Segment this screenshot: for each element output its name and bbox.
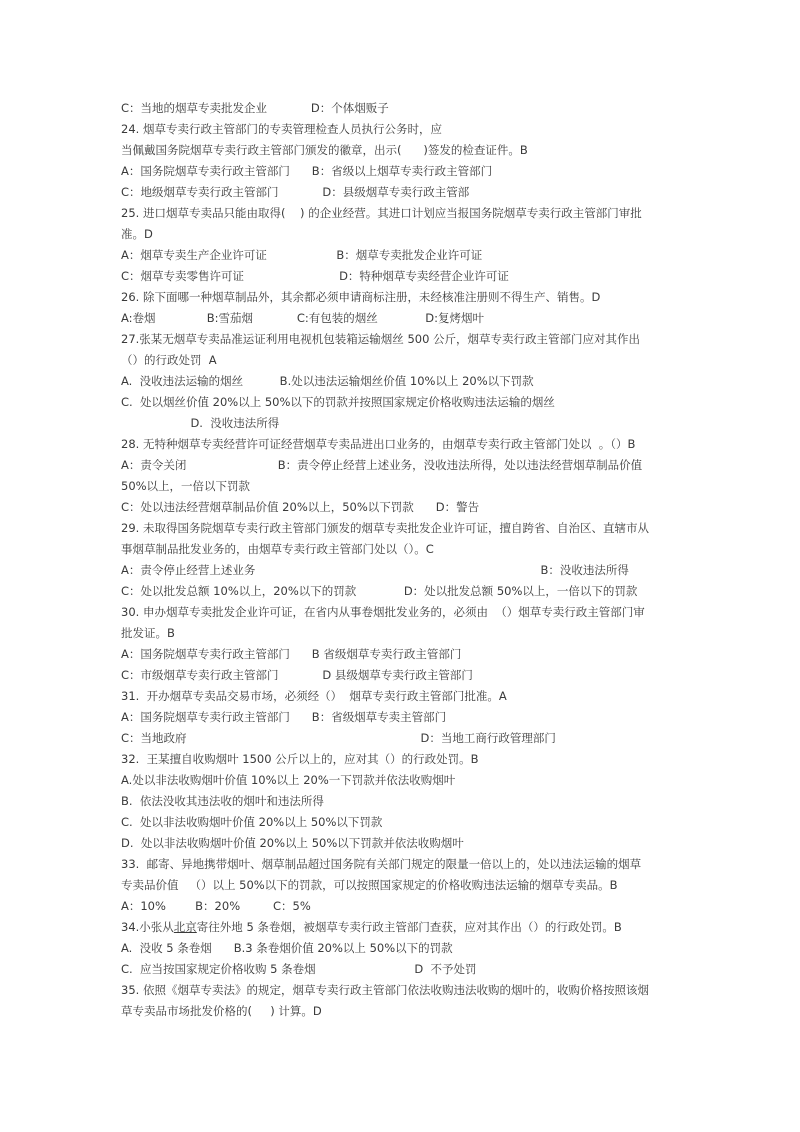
option-line: 50%以上，一倍以下罚款: [121, 479, 251, 493]
option-line: A. 没收 5 条卷烟 B.3 条卷烟价值 20%以上 50%以下的罚款: [121, 941, 453, 955]
option-line: D. 处以非法收购烟叶价值 20%以上 50%以下罚款并依法收购烟叶: [121, 836, 464, 850]
option-line: A：10% B：20% C：5%: [121, 899, 311, 913]
place-name-underlined: 北京: [173, 920, 197, 934]
question-line: 29. 未取得国务院烟草专卖行政主管部门颁发的烟草专卖批发企业许可证，擅自跨省、自治区、直辖市从: [121, 521, 649, 535]
question-line: 24. 烟草专卖行政主管部门的专卖管理检查人员执行公务时，应: [121, 122, 442, 136]
option-line: C：地级烟草专卖行政主管部门 D：县级烟草专卖行政主管部: [121, 185, 470, 199]
option-line: C. 应当按国家规定价格收购 5 条卷烟 D 不予处罚: [121, 962, 477, 976]
option-line: A. 没收违法运输的烟丝 B.处以违法运输烟丝价值 10%以上 20%以下罚款: [121, 374, 534, 388]
question-line: [121, 920, 691, 934]
option-line: A：国务院烟草专卖行政主管部门 B：省级烟草专卖主管部门: [121, 710, 447, 724]
option-line: C：市级烟草专卖行政主管部门 D 县级烟草专卖行政主管部门: [121, 668, 473, 682]
question-text-part: 34.小张从: [121, 920, 174, 934]
option-line: C：烟草专卖零售许可证 D：特种烟草专卖经营企业许可证: [121, 269, 509, 283]
question-line: 事烟草制品批发业务的，由烟草专卖行政主管部门处以（）。C: [121, 542, 434, 556]
question-line: 28. 无特种烟草专卖经营许可证经营烟草专卖品进出口业务的，由烟草专卖行政主管部门处以 。（）B: [121, 437, 636, 451]
option-line: D. 没收违法所得: [121, 416, 280, 430]
question-line: 准。D: [121, 227, 153, 241]
question-line: 31. 开办烟草专卖品交易市场，必须经（） 烟草专卖行政主管部门批准。A: [121, 689, 507, 703]
option-line: A：烟草专卖生产企业许可证 B：烟草专卖批发企业许可证: [121, 248, 483, 262]
question-line: 草专卖品市场批发价格的( ) 计算。D: [121, 1004, 322, 1018]
question-line: 26. 除下面哪一种烟草制品外，其余都必须申请商标注册，未经核准注册则不得生产、销售。D: [121, 290, 601, 304]
option-line: A:卷烟 B:雪茄烟 C:有包装的烟丝 D:复烤烟叶: [121, 311, 485, 325]
question-line: （）的行政处罚 A: [121, 353, 217, 367]
question-line: 32. 王某擅自收购烟叶 1500 公斤以上的，应对其（）的行政处罚。B: [121, 752, 479, 766]
question-line: 批发证。B: [121, 626, 175, 640]
option-line: A：国务院烟草专卖行政主管部门 B：省级以上烟草专卖行政主管部门: [121, 164, 493, 178]
option-line: C：当地的烟草专卖批发企业 D：个体烟贩子: [121, 101, 389, 115]
question-line: 35. 依照《烟草专卖法》的规定，烟草专卖行政主管部门依法收购违法收购的烟叶的，收购价格按照该烟: [121, 983, 649, 997]
question-line: 25. 进口烟草专卖品只能由取得( ) 的企业经营。其进口计划应当报国务院烟草专卖行政主管部门审批: [121, 206, 642, 220]
option-line: A：责令关闭 B：责令停止经营上述业务，没收违法所得，处以违法经营烟草制品价值: [121, 458, 643, 472]
question-line: 30. 申办烟草专卖批发企业许可证，在省内从事卷烟批发业务的，必须由 （）烟草专卖行政主管部门审: [121, 605, 645, 619]
question-line: 27.张某无烟草专卖品准运证利用电视机包装箱运输烟丝 500 公斤，烟草专卖行政主管部门应对其作出: [121, 332, 641, 346]
option-line: C：当地政府 D：当地工商行政管理部门: [121, 731, 556, 745]
option-line: C. 处以烟丝价值 20%以上 50%以下的罚款并按照国家规定价格收购违法运输的烟丝: [121, 395, 555, 409]
question-line: 当佩戴国务院烟草专卖行政主管部门颁发的徽章，出示( )签发的检查证件。B: [121, 143, 528, 157]
option-line: C：处以批发总额 10%以上，20%以下的罚款 D：处以批发总额 50%以上，一倍以下的罚款: [121, 584, 638, 598]
option-line: A.处以非法收购烟叶价值 10%以上 20%一下罚款并依法收购烟叶: [121, 773, 456, 787]
option-line: B. 依法没收其违法收的烟叶和违法所得: [121, 794, 324, 808]
question-line: 专卖品价值 （）以上 50%以下的罚款，可以按照国家规定的价格收购违法运输的烟草专卖品。B: [121, 878, 618, 892]
option-line: A：责令停止经营上述业务 B：没收违法所得: [121, 563, 629, 577]
question-line: 33. 邮寄、异地携带烟叶、烟草制品超过国务院有关部门规定的限量一倍以上的，处以违法运输的烟草: [121, 857, 642, 871]
option-line: C. 处以非法收购烟叶价值 20%以上 50%以下罚款: [121, 815, 383, 829]
option-line: C：处以违法经营烟草制品价值 20%以上，50%以下罚款 D：警告: [121, 500, 480, 514]
question-text-part: 寄往外地 5 条卷烟，被烟草专卖行政主管部门查获，应对其作出（）的行政处罚。B: [196, 920, 622, 934]
option-line: A：国务院烟草专卖行政主管部门 B 省级烟草专卖行政主管部门: [121, 647, 462, 661]
